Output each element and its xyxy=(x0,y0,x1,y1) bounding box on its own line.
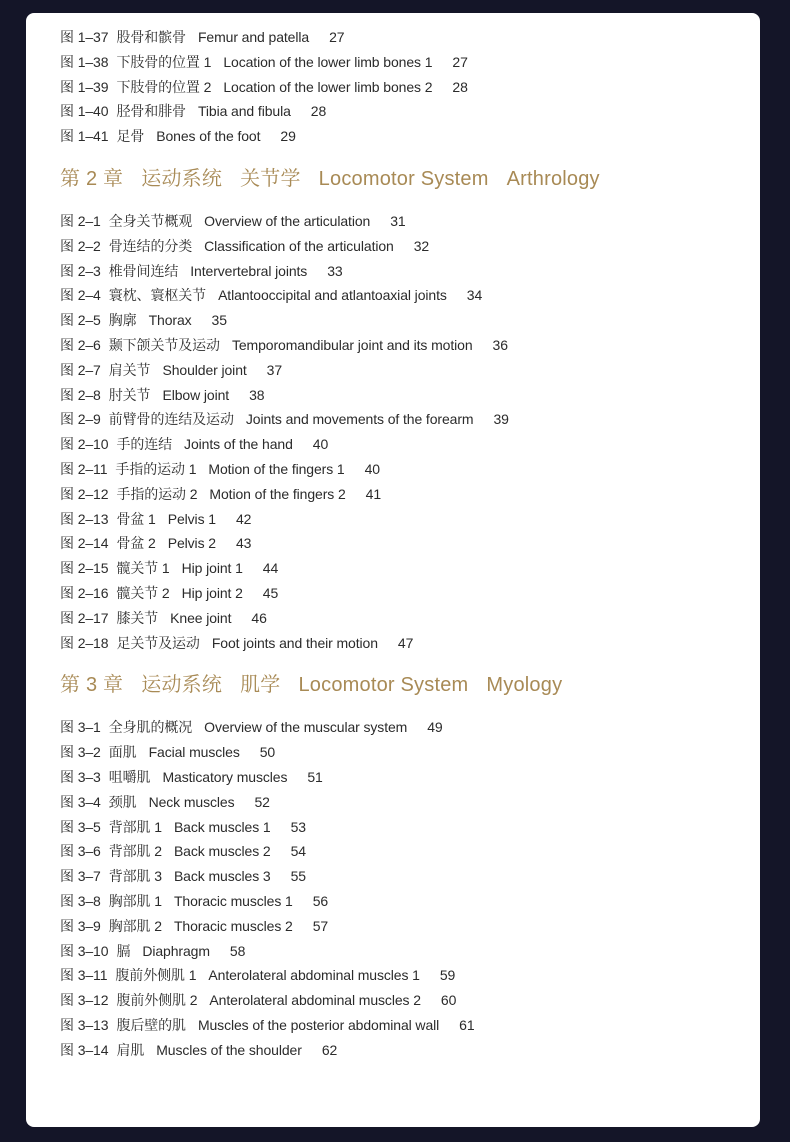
page-number: 57 xyxy=(312,917,329,934)
chapter-number: 第 2 章 xyxy=(60,167,124,190)
page-number: 40 xyxy=(364,460,380,477)
page-number: 51 xyxy=(307,768,323,785)
english-title: Joints of the hand xyxy=(184,436,293,453)
figure-number: 图 3–6 xyxy=(60,843,101,860)
chinese-title: 腹前外侧肌 2 xyxy=(116,992,198,1009)
english-title: Hip joint 1 xyxy=(181,560,243,577)
page-number: 37 xyxy=(266,361,283,378)
figure-entry xyxy=(60,556,740,581)
figure-entry xyxy=(60,914,740,939)
english-title: Facial muscles xyxy=(148,744,240,761)
figure-number: 图 2–7 xyxy=(60,361,101,378)
page-number: 32 xyxy=(413,237,430,254)
english-title: Back muscles 1 xyxy=(173,818,271,835)
english-title: Neck muscles xyxy=(148,793,235,810)
page-number: 54 xyxy=(290,843,306,860)
figure-number: 图 3–3 xyxy=(60,768,101,785)
figure-number: 图 1–39 xyxy=(60,78,109,95)
figure-number: 图 3–9 xyxy=(60,917,101,934)
figure-entry xyxy=(60,790,740,815)
chinese-title: 椎骨间连结 xyxy=(108,262,179,279)
chinese-title: 背部肌 1 xyxy=(108,818,162,835)
chinese-title: 胸部肌 1 xyxy=(108,892,162,909)
figure-entry xyxy=(60,581,740,606)
chapter-cn2: 肌学 xyxy=(240,674,281,697)
english-title: Diaphragm xyxy=(142,942,210,959)
page-number: 27 xyxy=(329,29,345,45)
english-title: Intervertebral joints xyxy=(190,262,308,279)
figure-entry xyxy=(60,1013,740,1038)
chinese-title: 膈 xyxy=(116,942,131,959)
figure-entry xyxy=(60,606,740,631)
chinese-title: 肘关节 xyxy=(108,386,151,403)
figure-entry xyxy=(60,765,740,790)
figure-entry xyxy=(60,1038,740,1063)
figure-entry xyxy=(60,432,740,457)
page-number: 55 xyxy=(290,868,306,885)
page-number: 60 xyxy=(440,992,457,1009)
chinese-title: 胸部肌 2 xyxy=(108,917,162,934)
page-number: 28 xyxy=(310,103,327,120)
figure-entry xyxy=(60,407,740,432)
english-title: Muscles of the shoulder xyxy=(156,1041,302,1058)
page-number: 61 xyxy=(459,1016,475,1033)
figure-number: 图 1–40 xyxy=(60,103,109,120)
chapter-number: 第 3 章 xyxy=(60,674,124,697)
page-number: 43 xyxy=(235,535,252,552)
chapter-cn1: 运动系统 xyxy=(141,674,223,697)
figure-entry xyxy=(60,358,740,383)
figure-number: 图 2–18 xyxy=(60,634,109,651)
page-number: 56 xyxy=(312,892,329,909)
figure-entry xyxy=(60,815,740,840)
english-title: Bones of the foot xyxy=(156,128,261,145)
chinese-title: 膝关节 xyxy=(116,609,159,626)
figure-number: 图 2–3 xyxy=(60,262,101,279)
figure-number: 图 2–11 xyxy=(60,460,108,477)
page-number: 62 xyxy=(321,1041,338,1058)
page-number: 38 xyxy=(249,386,265,403)
figure-entry xyxy=(60,383,740,408)
figure-number: 图 3–10 xyxy=(60,942,109,959)
chinese-title: 手的连结 xyxy=(116,436,173,453)
english-title: Thoracic muscles 2 xyxy=(173,917,293,934)
page-number: 47 xyxy=(397,634,414,651)
chapter-en1: Locomotor System xyxy=(318,167,489,190)
chinese-title: 咀嚼肌 xyxy=(108,768,151,785)
figure-number: 图 3–4 xyxy=(60,793,101,810)
figure-entry xyxy=(60,839,740,864)
english-title: Foot joints and their motion xyxy=(211,634,378,651)
page-number: 49 xyxy=(427,719,443,736)
chinese-title: 股骨和髌骨 xyxy=(116,29,186,45)
figure-entry xyxy=(60,99,740,124)
page-number: 35 xyxy=(211,312,227,329)
page-number: 53 xyxy=(290,818,306,835)
chinese-title: 颈肌 xyxy=(108,793,137,810)
english-title: Shoulder joint xyxy=(162,361,247,378)
chapter-en1: Locomotor System xyxy=(298,674,469,697)
chinese-title: 骨盆 2 xyxy=(116,535,156,552)
figure-number: 图 2–17 xyxy=(60,609,109,626)
figure-number: 图 3–14 xyxy=(60,1041,109,1058)
chinese-title: 足骨 xyxy=(116,128,145,145)
chinese-title: 肩关节 xyxy=(108,361,151,378)
page-number: 34 xyxy=(466,287,483,304)
figure-entry xyxy=(60,25,740,50)
figure-number: 图 2–14 xyxy=(60,535,109,552)
chinese-title: 骨盆 1 xyxy=(116,510,156,527)
page-number: 27 xyxy=(452,53,468,70)
page-number: 41 xyxy=(365,485,382,502)
figure-number: 图 3–7 xyxy=(60,868,101,885)
chinese-title: 手指的运动 1 xyxy=(115,460,197,477)
figure-number: 图 3–13 xyxy=(60,1016,109,1033)
figure-number: 图 3–1 xyxy=(60,719,101,736)
page-number: 42 xyxy=(235,510,252,527)
english-title: Knee joint xyxy=(170,609,232,626)
english-title: Pelvis 2 xyxy=(167,535,216,552)
chapter-heading xyxy=(60,657,740,713)
figure-number: 图 1–38 xyxy=(60,53,109,70)
english-title: Pelvis 1 xyxy=(167,510,216,527)
figure-number: 图 1–37 xyxy=(60,29,109,45)
figure-entry xyxy=(60,531,740,556)
page-number: 33 xyxy=(327,262,343,279)
chinese-title: 腹后壁的肌 xyxy=(116,1016,186,1033)
english-title: Femur and patella xyxy=(197,29,310,45)
chinese-title: 髋关节 2 xyxy=(116,584,170,601)
page-number: 50 xyxy=(259,744,276,761)
english-title: Back muscles 2 xyxy=(173,843,271,860)
figure-entry xyxy=(60,963,740,988)
page-number: 44 xyxy=(262,560,279,577)
english-title: Tibia and fibula xyxy=(197,103,291,120)
page-number: 52 xyxy=(254,793,270,810)
chinese-title: 足关节及运动 xyxy=(116,634,200,651)
page-number: 45 xyxy=(262,584,279,601)
english-title: Hip joint 2 xyxy=(181,584,243,601)
chinese-title: 颞下颌关节及运动 xyxy=(108,336,220,353)
figure-entry xyxy=(60,333,740,358)
figure-entry xyxy=(60,507,740,532)
chinese-title: 寰枕、寰枢关节 xyxy=(108,287,207,304)
english-title: Temporomandibular joint and its motion xyxy=(231,336,473,353)
english-title: Overview of the muscular system xyxy=(204,719,408,736)
figure-entry xyxy=(60,457,740,482)
chapter-en2: Arthrology xyxy=(506,167,600,190)
english-title: Thorax xyxy=(148,312,192,329)
figure-number: 图 2–5 xyxy=(60,312,101,329)
page-number: 59 xyxy=(439,967,456,984)
figure-entry xyxy=(60,740,740,765)
figure-number: 图 2–1 xyxy=(60,212,101,229)
figure-entry xyxy=(60,234,740,259)
page-number: 36 xyxy=(492,336,508,353)
english-title: Atlantooccipital and atlantoaxial joints xyxy=(218,287,447,304)
chinese-title: 全身肌的概况 xyxy=(108,719,193,736)
figure-entry xyxy=(60,889,740,914)
english-title: Motion of the fingers 2 xyxy=(209,485,346,502)
figure-number: 图 3–12 xyxy=(60,992,109,1009)
figure-entry xyxy=(60,124,740,149)
figure-entry xyxy=(60,715,740,740)
page-number: 31 xyxy=(390,212,406,229)
english-title: Muscles of the posterior abdominal wall xyxy=(197,1016,440,1033)
figure-entry xyxy=(60,50,740,75)
english-title: Joints and movements of the forearm xyxy=(245,411,474,428)
chinese-title: 背部肌 3 xyxy=(108,868,162,885)
figure-entry xyxy=(60,308,740,333)
figure-number: 图 2–16 xyxy=(60,584,109,601)
chinese-title: 胫骨和腓骨 xyxy=(116,103,186,120)
figure-number: 图 2–15 xyxy=(60,560,109,577)
page-number: 39 xyxy=(493,411,509,428)
figure-number: 图 3–5 xyxy=(60,818,101,835)
english-title: Anterolateral abdominal muscles 1 xyxy=(208,967,420,984)
english-title: Back muscles 3 xyxy=(173,868,271,885)
figure-number: 图 2–2 xyxy=(60,237,101,254)
figure-entry xyxy=(60,988,740,1013)
page-number: 46 xyxy=(251,609,267,626)
english-title: Masticatory muscles xyxy=(162,768,288,785)
chapter-cn1: 运动系统 xyxy=(141,167,223,190)
english-title: Location of the lower limb bones 2 xyxy=(223,78,433,95)
english-title: Motion of the fingers 1 xyxy=(208,460,345,477)
figure-number: 图 2–6 xyxy=(60,336,101,353)
chapter-en2: Myology xyxy=(486,674,563,697)
page-number: 28 xyxy=(452,78,468,95)
chinese-title: 全身关节概观 xyxy=(108,212,193,229)
chinese-title: 下肢骨的位置 2 xyxy=(116,78,212,95)
chinese-title: 髋关节 1 xyxy=(116,560,170,577)
english-title: Location of the lower limb bones 1 xyxy=(223,53,433,70)
figure-entry xyxy=(60,864,740,889)
chinese-title: 面肌 xyxy=(108,744,137,761)
figure-number: 图 3–2 xyxy=(60,744,101,761)
figure-number: 图 3–8 xyxy=(60,892,101,909)
figure-entry xyxy=(60,631,740,656)
chinese-title: 背部肌 2 xyxy=(108,843,162,860)
figure-number: 图 2–4 xyxy=(60,287,101,304)
english-title: Thoracic muscles 1 xyxy=(173,892,293,909)
figure-number: 图 1–41 xyxy=(60,128,109,145)
chapter-heading xyxy=(60,151,740,207)
english-title: Overview of the articulation xyxy=(204,212,371,229)
chinese-title: 前臂骨的连结及运动 xyxy=(108,411,234,428)
figure-number: 图 2–8 xyxy=(60,386,101,403)
figure-entry xyxy=(60,259,740,284)
figure-number: 图 2–13 xyxy=(60,510,109,527)
english-title: Elbow joint xyxy=(162,386,230,403)
figure-number: 图 2–9 xyxy=(60,411,101,428)
figure-number: 图 2–12 xyxy=(60,485,109,502)
figure-index xyxy=(60,25,740,1062)
chinese-title: 骨连结的分类 xyxy=(108,237,193,254)
figure-number: 图 2–10 xyxy=(60,436,109,453)
page-number: 29 xyxy=(280,128,296,145)
figure-entry xyxy=(60,939,740,964)
chinese-title: 下肢骨的位置 1 xyxy=(116,53,212,70)
page-number: 40 xyxy=(312,436,329,453)
figure-number: 图 3–11 xyxy=(60,967,108,984)
figure-entry xyxy=(60,209,740,234)
chinese-title: 胸廓 xyxy=(108,312,137,329)
figure-entry xyxy=(60,283,740,308)
figure-entry xyxy=(60,75,740,100)
chapter-cn2: 关节学 xyxy=(240,167,301,190)
english-title: Classification of the articulation xyxy=(204,237,394,254)
english-title: Anterolateral abdominal muscles 2 xyxy=(209,992,421,1009)
chinese-title: 肩肌 xyxy=(116,1041,145,1058)
chinese-title: 腹前外侧肌 1 xyxy=(115,967,197,984)
chinese-title: 手指的运动 2 xyxy=(116,485,198,502)
page-number: 58 xyxy=(229,942,246,959)
document-page xyxy=(26,13,760,1127)
figure-entry xyxy=(60,482,740,507)
